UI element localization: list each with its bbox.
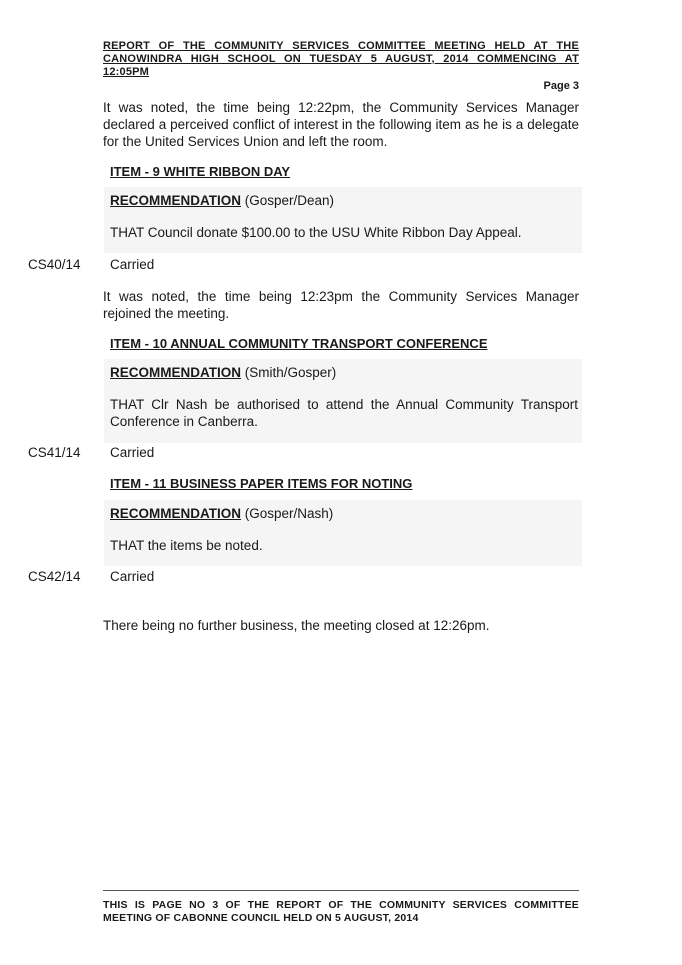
item-9-heading: ITEM - 9 WHITE RIBBON DAY <box>110 164 291 179</box>
page-footer: THIS IS PAGE NO 3 OF THE REPORT OF THE COMMUNITY SERVICES COMMITTEE MEETING OF CABONNE COUNCIL HELD ON 5 AUGUST, 2014 <box>103 899 579 924</box>
item-10-result: Carried <box>110 445 155 460</box>
intro-paragraph: It was noted, the time being 12:22pm, the Community Services Manager declared a perceived conflict of interest in the following item as he is a delegate for the United Services Union and left the room. <box>103 100 579 149</box>
closing-paragraph: There being no further business, the meeting closed at 12:26pm. <box>103 618 490 633</box>
item-9-result: Carried <box>110 257 155 272</box>
item-9-recommendation: RECOMMENDATION (Gosper/Dean) <box>110 193 335 208</box>
item-10-motion: THAT Clr Nash be authorised to attend the Annual Community Transport Conference in Canberra. <box>110 397 578 429</box>
item-10-recommendation: RECOMMENDATION (Smith/Gosper) <box>110 365 337 380</box>
footer-divider <box>103 890 579 891</box>
report-title: REPORT OF THE COMMUNITY SERVICES COMMITTEE MEETING HELD AT THE CANOWINDRA HIGH SCHOOL ON TUESDAY 5 AUGUST, 2014 COMMENCING AT 12:05PM <box>103 40 579 78</box>
item-11-heading: ITEM - 11 BUSINESS PAPER ITEMS FOR NOTING <box>110 476 413 491</box>
resolution-number-cs42: CS42/14 <box>28 569 81 584</box>
rejoin-paragraph: It was noted, the time being 12:23pm the Community Services Manager rejoined the meeting. <box>103 289 579 321</box>
item-11-result: Carried <box>110 569 155 584</box>
resolution-number-cs41: CS41/14 <box>28 445 81 460</box>
item-10-heading: ITEM - 10 ANNUAL COMMUNITY TRANSPORT CONFERENCE <box>110 336 488 351</box>
item-11-recommendation: RECOMMENDATION (Gosper/Nash) <box>110 506 334 521</box>
item-9-motion: THAT Council donate $100.00 to the USU White Ribbon Day Appeal. <box>110 225 522 240</box>
page-number: Page 3 <box>543 80 579 92</box>
item-11-motion: THAT the items be noted. <box>110 538 263 553</box>
resolution-number-cs40: CS40/14 <box>28 257 81 272</box>
